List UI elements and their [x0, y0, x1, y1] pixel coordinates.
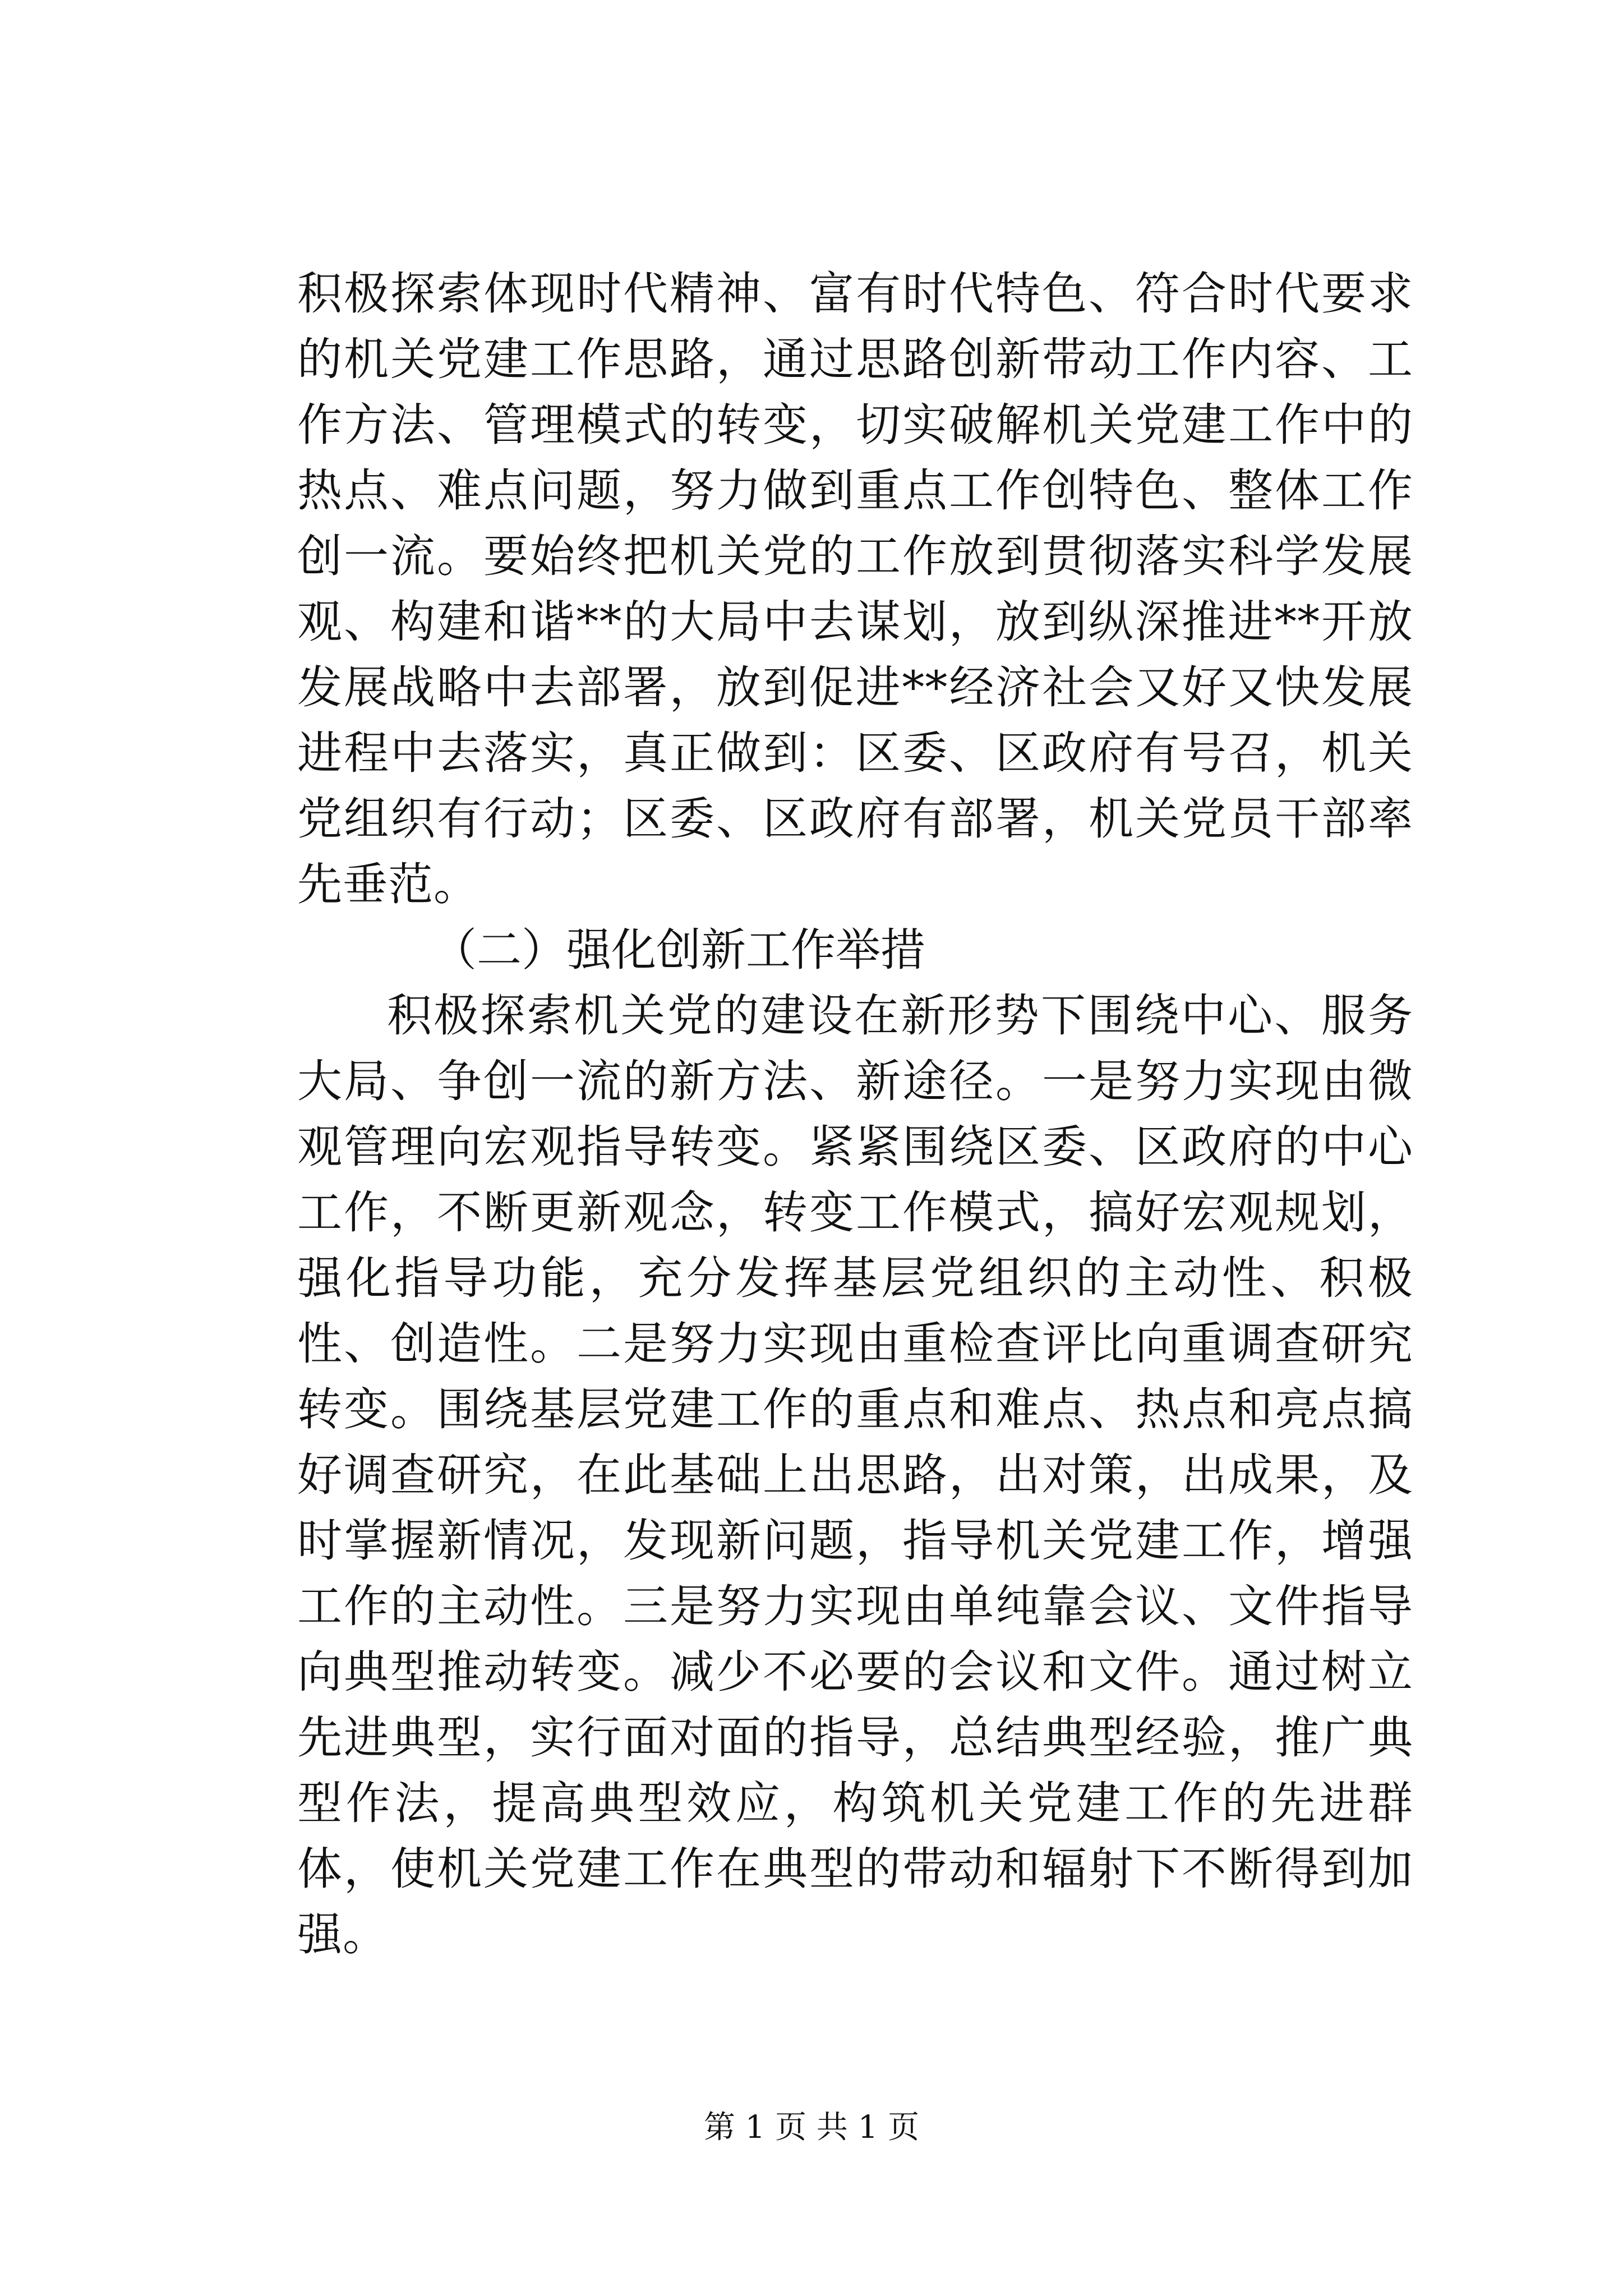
paragraph-continuation: 积极探索体现时代精神、富有时代特色、符合时代要求的机关党建工作思路，通过思路创新带动工作内容、工作方法、管理模式的转变，切实破解机关党建工作中的热点、难点问题，努力做到重点工作创特色、整体工作创一流。要始终把机关党的工作放到贯彻落实科学发展观、构建和谐**的大局中去谋划，放到纵深推进**开放发展战略中去部署，放到促进**经济社会又好又快发展进程中去落实，真正做到：区委、区政府有号召，机关党组织有行动；区委、区政府有部署，机关党员干部率先垂范。: [297, 268, 1413, 910]
paragraph-body: 积极探索机关党的建设在新形势下围绕中心、服务大局、争创一流的新方法、新途径。一是努力实现由微观管理向宏观指导转变。紧紧围绕区委、区政府的中心工作，不断更新观念，转变工作模式，搞好宏观规划，强化指导功能，充分发挥基层党组织的主动性、积极性、创造性。二是努力实现由重检查评比向重调查研究转变。围绕基层党建工作的重点和难点、热点和亮点搞好调查研究，在此基础上出思路，出对策，出成果，及时掌握新情况，发现新问题，指导机关党建工作，增强工作的主动性。三是努力实现由单纯靠会议、文件指导向典型推动转变。减少不必要的会议和文件。通过树立先进典型，实行面对面的指导，总结典型经验，推广典型作法，提高典型效应，构筑机关党建工作的先进群体，使机关党建工作在典型的带动和辐射下不断得到加强。: [297, 990, 1413, 1961]
document-body: [297, 261, 1413, 1967]
page-number-label: 第 1 页 共 1 页: [703, 2109, 920, 2146]
page-footer: [0, 2108, 1623, 2147]
section-heading: （二）强化创新工作举措: [432, 924, 925, 976]
